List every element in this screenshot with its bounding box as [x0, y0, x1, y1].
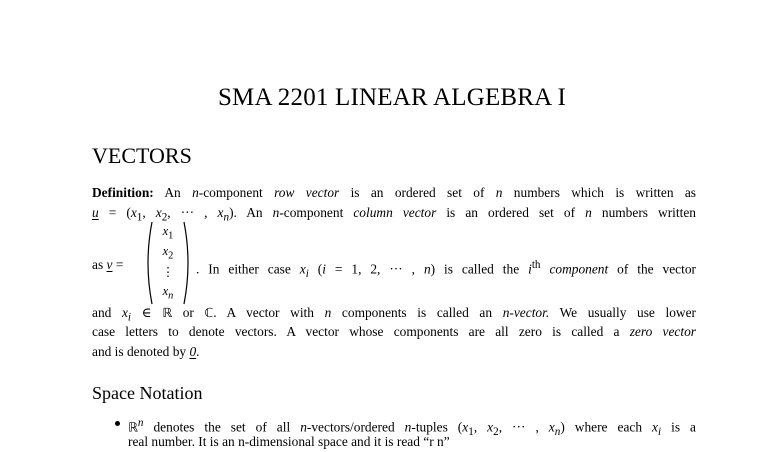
subsection-heading-space-notation: Space Notation [92, 383, 203, 403]
term-column-vector: column vector [353, 205, 437, 220]
column-entry-n: $x_n$ [162, 284, 174, 302]
vector-u: u [92, 205, 99, 220]
term-row-vector: row vector [274, 185, 340, 200]
definition-line-3-start: as v = [92, 257, 124, 272]
vector-v: v [106, 257, 113, 272]
bullet-icon [115, 421, 120, 426]
definition-line-2: $u = (x_1$, $x_2$, ··· , $x_n$). An n-component column vector is an ordered set of n numbers written [92, 205, 696, 224]
definition-label: Definition: [92, 185, 154, 200]
page-title: SMA 2201 LINEAR ALGEBRA I [217, 84, 567, 111]
definition-line-6: and is denoted by 0. [92, 344, 200, 359]
definition-line-5: case letters to denote vectors. A vector whose components are all zero is called a zero vector [92, 324, 696, 339]
definition-line-3-end: . In either case $x_i$ (i = 1, 2, ··· , n) is called the $i^{th}$ component of the vector [196, 259, 696, 281]
section-heading-vectors: VECTORS [92, 143, 192, 168]
term-zero-vector: zero vector [629, 324, 696, 339]
term-n-vector: n-vector. [502, 305, 550, 320]
zero-vector-symbol: 0 [189, 344, 197, 359]
column-entry-1: $x_1$ [162, 224, 174, 242]
space-notation-bullet-1-continued: real number. It is an n-dimensional space and it is read “r n” [128, 434, 450, 449]
term-component: component [549, 261, 609, 277]
column-entry-2: $x_2$ [162, 244, 174, 262]
definition-line-4: and $x_i$ ∈ ℝ or ℂ. A vector with n components is called an n-vector. We usually use lower [92, 305, 696, 324]
space-notation-bullet-1: ℝ$^n$ denotes the set of all n-vectors/ordered n-tuples ($x_1$, $x_2$, ··· , $x_n$) where each $x_i$ is a [128, 417, 696, 439]
definition-line-1: Definition: An n-component row vector is an ordered set of n numbers which is written as [92, 185, 697, 200]
column-entry-dots: ⋮ [161, 265, 175, 279]
